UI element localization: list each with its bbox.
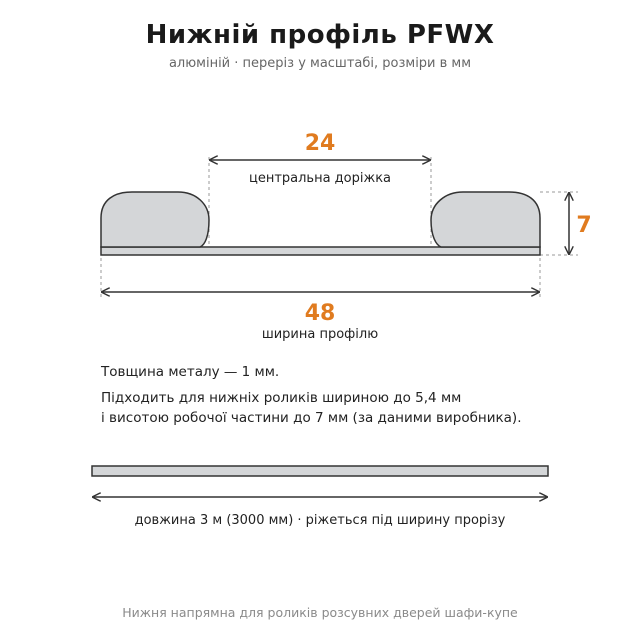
page-title: Нижній профіль PFWX: [145, 20, 495, 50]
height-value: 7: [576, 213, 592, 238]
profile-left-rail: [101, 192, 209, 247]
page-subtitle: алюміній · переріз у масштабі, розміри в мм: [168, 56, 472, 71]
note-compatibility-cont: і висотою робочої частини до 7 мм (за даними виробника).: [101, 410, 522, 426]
notes-block: [101, 362, 521, 428]
track-width-value: 24: [304, 131, 336, 156]
note-thickness: Товщина металу — 1 мм.: [101, 364, 280, 380]
profile-right-rail: [431, 192, 540, 247]
profile-width-label: ширина профілю: [261, 327, 379, 342]
note-compatibility: Підходить для нижніх роликів шириною до 5,4 мм: [101, 390, 462, 406]
footer-caption: Нижня напрямна для роликів розсувних дверей шафи-купе: [122, 605, 518, 620]
profile-length-bar: [92, 466, 548, 476]
track-width-label: центральна доріжка: [248, 171, 392, 186]
profile-width-value: 48: [304, 301, 336, 326]
length-label: довжина 3 м (3000 мм) · ріжеться під ширину прорізу: [134, 513, 506, 528]
profile-cross-section: [101, 192, 540, 255]
profile-base: [101, 247, 540, 255]
